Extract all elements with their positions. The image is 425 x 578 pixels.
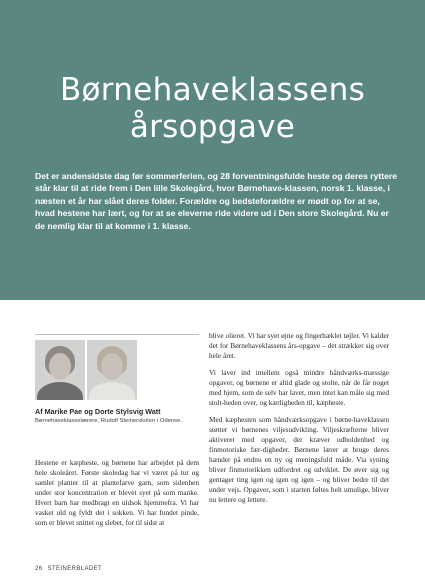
- paragraph: Hestene er kæpheste, og børnene har arbejdet på dem hele skoleåret. Første skoledag har vi været på tur og samlet planter til at plantefarve garn, som sidenhen under stor koncentration er blevet syet på som manke. Hvert barn har medbragt en uldsok hjemmefra. Vi har vasket uld og fyldt det i sokken. Vi har fundet pinde, som er blevet snittet og slebet, for til sidst at: [35, 458, 199, 527]
- body-column-left: [35, 458, 199, 535]
- lead-paragraph: Det er andensidste dag før sommerferien, og 28 forventningsfulde heste og deres ryttere står klar til at ride frem i Den lille Skolegård, hvor Børnehave-klassen, norsk 1. klasse, i næsten et år har slået deres folder. Forældre og bedsteforældre er mødt op for at se, hvad hestene har lært, og for at se eleverne ride videre ud i Den store Skolegård. Nu er de nemlig klar til at komme i 1. klasse.: [35, 171, 397, 231]
- page-footer: [35, 566, 102, 572]
- paragraph: blive olieret. Vi har syet øjne og fingerhæklet tøjler. Vi kalder det for Børnehaveklassens års-opgave – det strækker sig over hele året.: [209, 331, 389, 360]
- title-line-2: årsopgave: [129, 109, 296, 145]
- author-photo-1: [35, 340, 85, 400]
- title-line-1: Børnehaveklassens: [59, 72, 366, 108]
- author-caption: Børnehaveklasselærere, Rudolf Steinerskolen i Odense.: [35, 418, 183, 424]
- author-photo-2: [87, 340, 137, 400]
- page-number: 26: [35, 566, 43, 572]
- paragraph: Med kæphesten som håndværksopgave i børne-haveklassen støtter vi børnenes viljesudvikling. Viljeskræfterne bliver aktiveret med opgaver, der kræver udholdenhed og finmotoriske fær-digheder. Børnene lærer at bruge deres hænder på endnu en ny og meningsfuld måde. Via syning bliver finmotorikken udfordret og udviklet. De øver sig og gentager ting igen og igen og igen – og bliver bedre til det under vejs. Opgaver, som i starten føltes helt umulige, bliver nu lettere og lettere.: [209, 415, 389, 504]
- column-rule: [35, 334, 199, 335]
- body-column-right: [209, 331, 389, 512]
- paragraph: Vi laver ind imellem også mindre håndværks-mæssige opgaver, og børnene er altid glade og stolte, når de får noget med hjem, som de selv har lavet, men intet kan måle sig med stolt-heden over, og kærligheden til, kæpheste.: [209, 368, 389, 407]
- article-title: [0, 72, 425, 146]
- author-byline: Af Marike Pae og Dorte Stylsvig Watt: [35, 407, 161, 416]
- magazine-name: STEINERBLADET: [47, 566, 103, 572]
